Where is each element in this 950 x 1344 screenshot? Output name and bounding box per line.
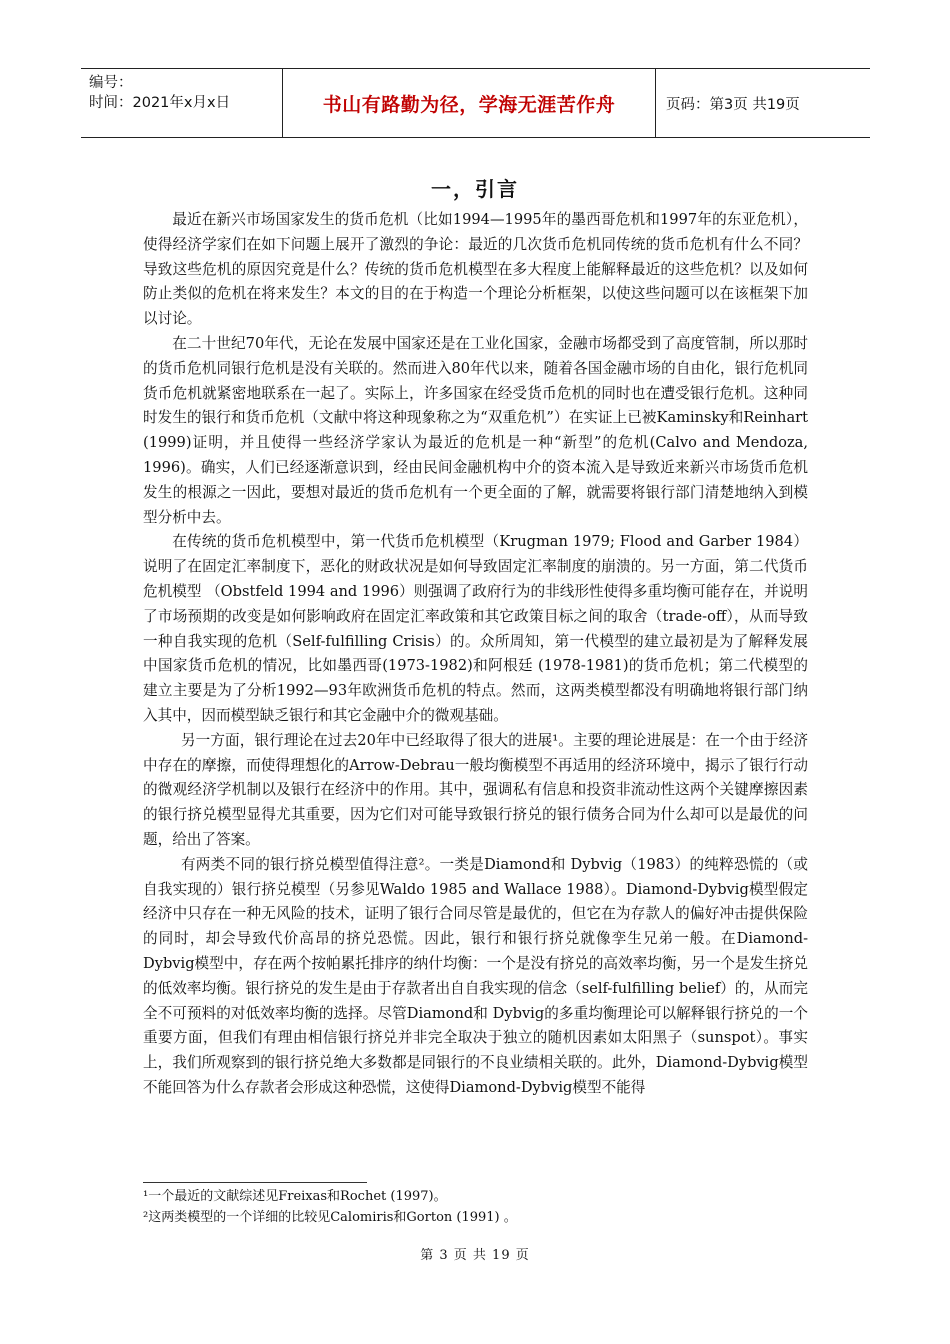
paragraph-2: 在二十世纪70年代，无论在发展中国家还是在工业化国家，金融市场都受到了高度管制，所以那时的货币危机同银行危机是没有关联的。然而进入80年代以来，随着各国金融市场的自由化，银行危机同货币危机就紧密地联系在一起了。实际上，许多国家在经受货币危机的同时也在遭受银行危机。这种同时发生的银行和货币危机（文献中将这种现象称之为“双重危机”）在实证上已被Kaminsky和Reinhart (1999)证明，并且使得一些经济学家认为最近的危机是一种“新型”的危机(Calvo and Mendoza, 1996)。确实，人们已经逐渐意识到，经由民间金融机构中介的资本流入是导致近来新兴市场货币危机发生的根源之一因此，要想对最近的货币危机有一个更全面的了解，就需要将银行部门清楚地纳入到模型分析中去。 [143, 334, 808, 526]
page-footer: 第 3 页 共 19 页 [420, 1248, 530, 1263]
footnotes [143, 1186, 808, 1228]
paragraph-1: 最近在新兴市场国家发生的货币危机（比如1994—1995年的墨西哥危机和1997年的东亚危机），使得经济学家们在如下问题上展开了激烈的争论：最近的几次货币危机同传统的货币危机有什么不同？导致这些危机的原因究竟是什么？传统的货币危机模型在多大程度上能解释最近的这些危机？以及如何防止类似的危机在将来发生？本文的目的在于构造一个理论分析框架，以使这些问题可以在该框架下加以讨论。 [143, 211, 808, 328]
page-header [81, 68, 870, 138]
document-date-label: 时间：2021年x月x日 [89, 95, 231, 111]
document-number-label: 编号： [89, 75, 133, 91]
section-title: 一，引言 [431, 177, 519, 201]
footnote-1: ¹一个最近的文献综述见Freixas和Rochet (1997)。 [143, 1189, 447, 1204]
header-meta [81, 69, 283, 137]
paragraph-5: 有两类不同的银行挤兑模型值得注意²。一类是Diamond和 Dybvig（1983）的纯粹恐慌的（或自我实现的）银行挤兑模型（另参见Waldo 1985 and Wallace 1988）。Diamond-Dybvig模型假定经济中只存在一种无风险的技术，证明了银行合同尽管是最优的，但它在为存款人的偏好冲击提供保险的同时，却会导致代价高昂的挤兑恐慌。因此，银行和银行挤兑就像孪生兄弟一般。在Diamond-Dybvig模型中，存在两个按帕累托排序的纳什均衡：一个是没有挤兑的高效率均衡，另一个是发生挤兑的低效率均衡。银行挤兑的发生是由于存款者出自自我实现的信念（self-fulfilling belief）的，从而完全不可预料的对低效率均衡的选择。尽管Diamond和 Dybvig的多重均衡理论可以解释银行挤兑的一个重要方面，但我们有理由相信银行挤兑并非完全取决于独立的随机因素如太阳黑子（sunspot）。事实上，我们所观察到的银行挤兑绝大多数都是同银行的不良业绩相关联的。此外，Diamond-Dybvig模型不能回答为什么存款者会形成这种恐慌，这使得Diamond-Dybvig模型不能得 [143, 855, 808, 1096]
footnote-separator [143, 1182, 367, 1183]
header-page-info: 页码：第3页 共19页 [666, 96, 800, 113]
paragraph-4: 另一方面，银行理论在过去20年中已经取得了很大的进展¹。主要的理论进展是：在一个由于经济中存在的摩擦，而使得理想化的Arrow-Debrau一般均衡模型不再适用的经济环境中，揭示了银行行动的微观经济学机制以及银行在经济中的作用。其中，强调私有信息和投资非流动性这两个关键摩擦因素的银行挤兑模型显得尤其重要，因为它们对可能导致银行挤兑的银行债务合同为什么却可以是最优的问题，给出了答案。 [143, 731, 808, 848]
body-text [143, 208, 808, 1101]
header-motto: 书山有路勤为径，学海无涯苦作舟 [322, 93, 616, 116]
paragraph-3: 在传统的货币危机模型中，第一代货币危机模型（Krugman 1979; Flood and Garber 1984）说明了在固定汇率制度下，恶化的财政状况是如何导致固定汇率制度的崩溃的。另一方面，第二代货币危机模型 （Obstfeld 1994 and 1996）则强调了政府行为的非线形性使得多重均衡可能存在，并说明了市场预期的改变是如何影响政府在固定汇率政策和其它政策目标之间的取舍（trade-off），从而导致一种自我实现的危机（Self-fulfilling Crisis）的。众所周知，第一代模型的建立最初是为了解释发展中国家货币危机的情况，比如墨西哥(1973-1982)和阿根廷 (1978-1981)的货币危机；第二代模型的建立主要是为了分析1992—93年欧洲货币危机的特点。然而，这两类模型都没有明确地将银行部门纳入其中，因而模型缺乏银行和其它金融中介的微观基础。 [143, 533, 808, 724]
footnote-2: ²这两类模型的一个详细的比较见Calomiris和Gorton (1991) 。 [143, 1210, 517, 1225]
header-motto-cell [283, 69, 656, 137]
